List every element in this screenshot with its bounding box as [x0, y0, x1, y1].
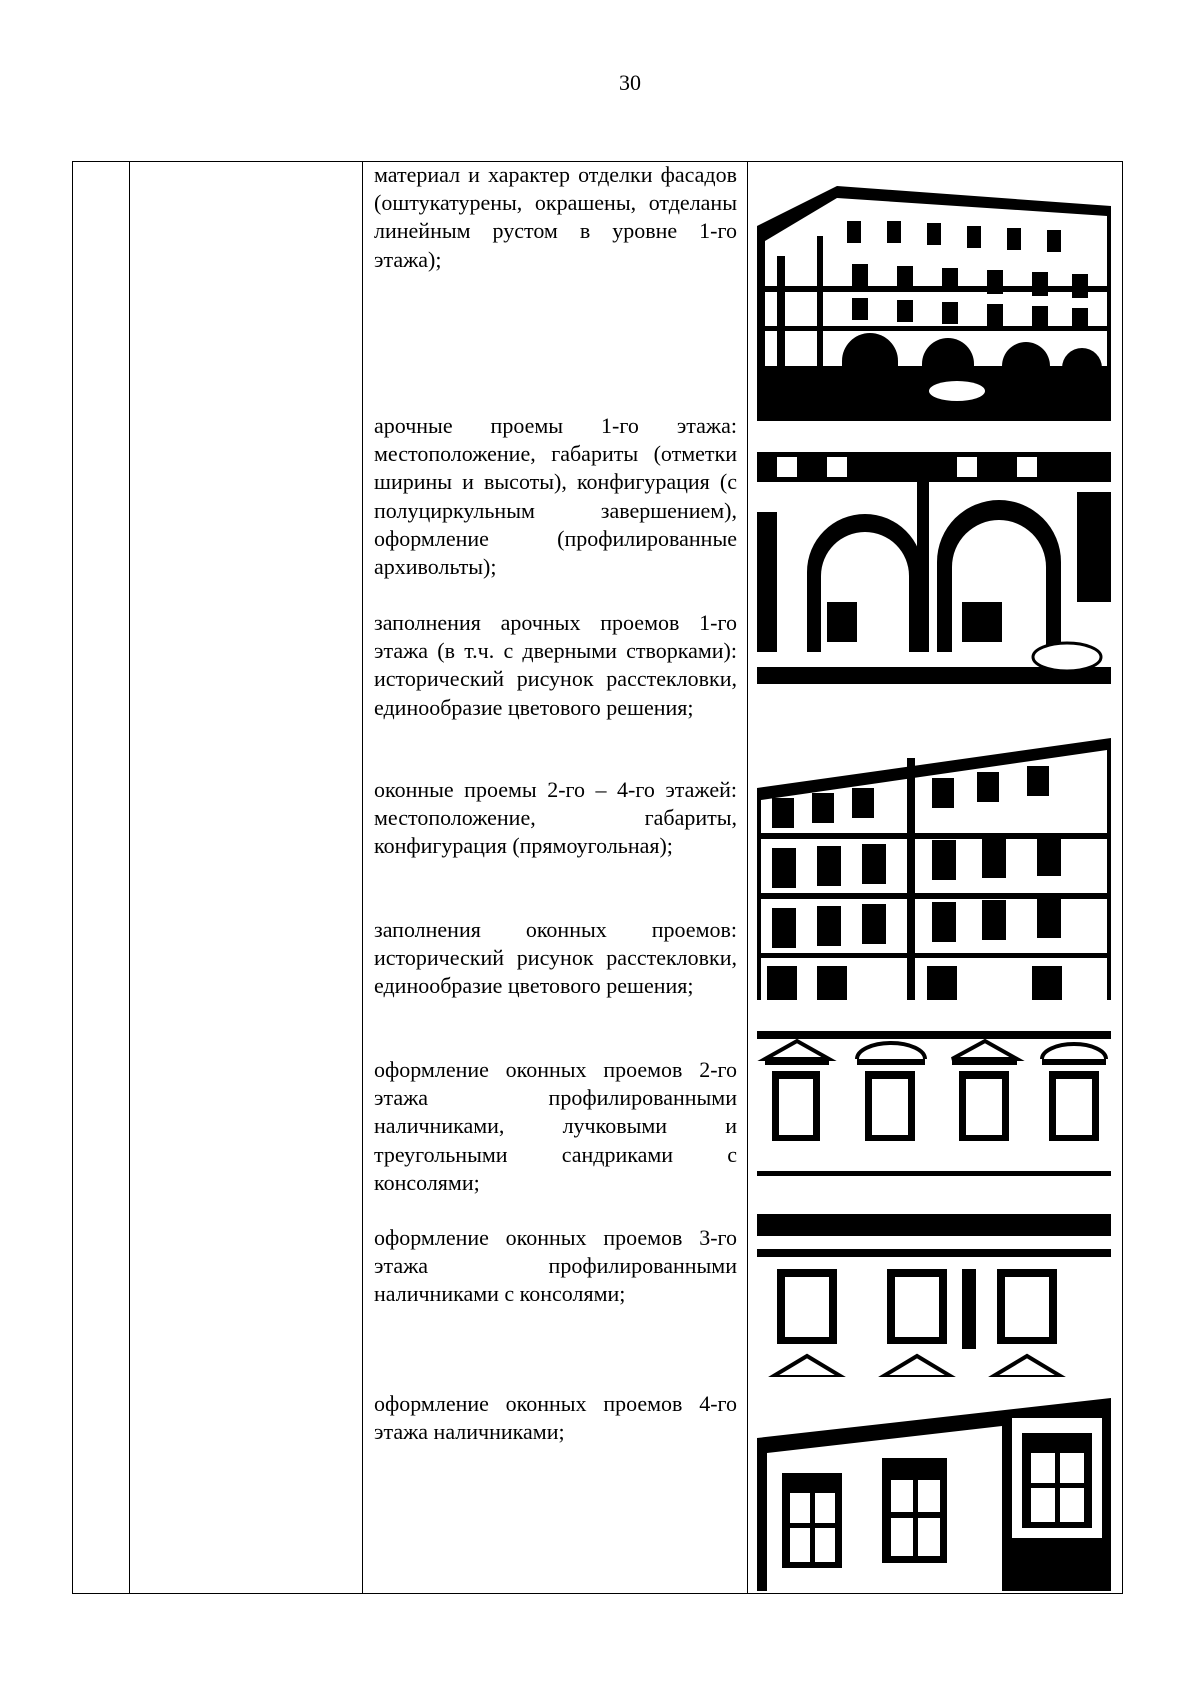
building-facade-corner-photo [757, 186, 1111, 421]
entry-facade-finish: материал и характер отделки фасадов (оштукатурены, окрашены, отделаны линейным рустом в уровне 1-го этажа); [374, 162, 737, 272]
column-divider-2 [362, 161, 363, 1594]
second-floor-window-surrounds-photo [757, 1031, 1111, 1183]
entry-fourth-floor-surrounds: оформление оконных проемов 4-го этажа наличниками; [374, 1391, 737, 1445]
entry-arched-fillings: заполнения арочных проемов 1-го этажа (в т.ч. с дверными створками): исторический рисунок расстекловки, единообразие цветового решения; [374, 610, 737, 720]
entry-second-floor-surrounds: оформление оконных проемов 2-го этажа профилированными наличниками, лучковыми и треугольными сандриками с консолями; [374, 1057, 737, 1195]
column-divider-1 [129, 161, 130, 1594]
entry-arched-openings: арочные проемы 1-го этажа: местоположение, габариты (отметки ширины и высоты), конфигурация (с полуциркульным завершением), оформление (профилированные архивольты); [374, 413, 737, 580]
entry-window-openings: оконные проемы 2-го – 4-го этажей: местоположение, габариты, конфигурация (прямоугольная); [374, 777, 737, 859]
entry-window-fillings: заполнения оконных проемов: исторический рисунок расстекловки, единообразие цветового решения; [374, 917, 737, 999]
fourth-floor-window-surrounds-photo [757, 1398, 1111, 1591]
page-number: 30 [619, 70, 641, 95]
arched-openings-photo [757, 452, 1111, 684]
upper-floors-windows-photo [757, 738, 1111, 1000]
third-floor-window-surrounds-photo [757, 1214, 1111, 1377]
entry-third-floor-surrounds: оформление оконных проемов 3-го этажа профилированными наличниками с консолями; [374, 1225, 737, 1307]
column-divider-3 [747, 161, 748, 1594]
